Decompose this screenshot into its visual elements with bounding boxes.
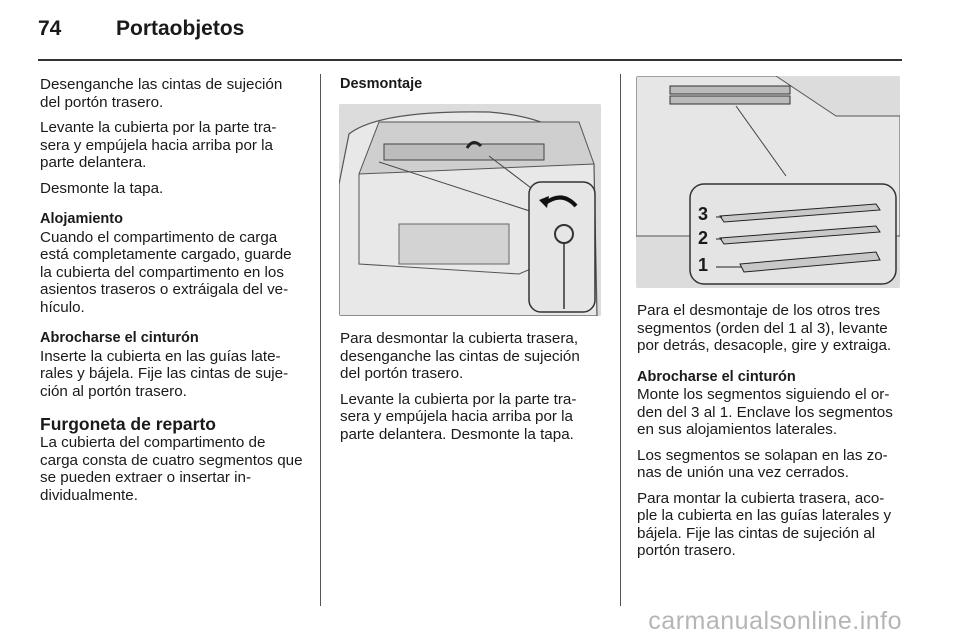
column-2-text <box>340 330 602 451</box>
paragraph: Desmonte la tapa. <box>40 179 164 197</box>
heading-cinturon: Abrocharse el cinturón <box>637 368 796 385</box>
segment-label-2: 2 <box>698 228 709 248</box>
segment-label-1: 1 <box>698 255 709 275</box>
header-rule <box>38 59 902 61</box>
column-1 <box>40 76 304 512</box>
paragraph: Para montar la cubierta trasera, aco-ple la cubierta en las guías laterales y bájela. Fije las cintas de sujeción al portón trasero. <box>637 489 892 559</box>
paragraph: Levante la cubierta por la parte tra-sera y empújela hacia arriba por la parte delantera. <box>40 119 277 171</box>
paragraph: Para desmontar la cubierta trasera, desenganche las cintas de sujeción del portón trasero. <box>340 330 580 382</box>
segments-illustration <box>636 76 900 288</box>
heading-alojamiento: Alojamiento <box>40 211 123 227</box>
paragraph: Los segmentos se solapan en las zo-nas de unión una vez cerrados. <box>637 446 888 481</box>
car-rear-illustration <box>339 104 601 316</box>
paragraph: Inserte la cubierta en las guías late-rales y bájela. Fije las cintas de suje-ción al portón trasero. <box>40 347 289 400</box>
page-title: Portaobjetos <box>116 17 245 40</box>
paragraph: La cubierta del compartimento de carga consta de cuatro segmentos que se pueden extraer o insertar in-dividualmente. <box>40 434 303 504</box>
paragraph: Para el desmontaje de los otros tres segmentos (orden del 1 al 3), levante por detrás, desacople, gire y extraiga. <box>637 302 892 354</box>
paragraph: Monte los segmentos siguiendo el or-den del 3 al 1. Enclave los segmentos en sus alojamientos laterales. <box>637 386 893 438</box>
column-divider-2 <box>620 74 621 606</box>
segment-label-3: 3 <box>698 204 709 224</box>
column-2 <box>340 76 602 94</box>
paragraph: Desenganche las cintas de sujeción del portón trasero. <box>40 76 283 111</box>
heading-desmontaje: Desmontaje <box>340 76 423 92</box>
figure-car-trunk-cover-removal <box>339 104 601 316</box>
page-number: 74 <box>38 17 62 40</box>
paragraph: Levante la cubierta por la parte tra-sera y empújela hacia arriba por la parte delantera. Desmonte la tapa. <box>340 390 577 443</box>
heading-cinturon: Abrocharse el cinturón <box>40 330 199 346</box>
page-header <box>38 17 244 49</box>
watermark: carmanualsonline.info <box>648 607 902 635</box>
heading-furgoneta: Furgoneta de reparto <box>40 414 216 434</box>
paragraph: Cuando el compartimento de carga está completamente cargado, guarde la cubierta del compartimento en los asientos traseros o extráigala del ve-hículo. <box>40 228 292 316</box>
figure-segment-order <box>636 76 900 288</box>
column-divider-1 <box>320 74 321 606</box>
column-3-text <box>637 302 903 568</box>
